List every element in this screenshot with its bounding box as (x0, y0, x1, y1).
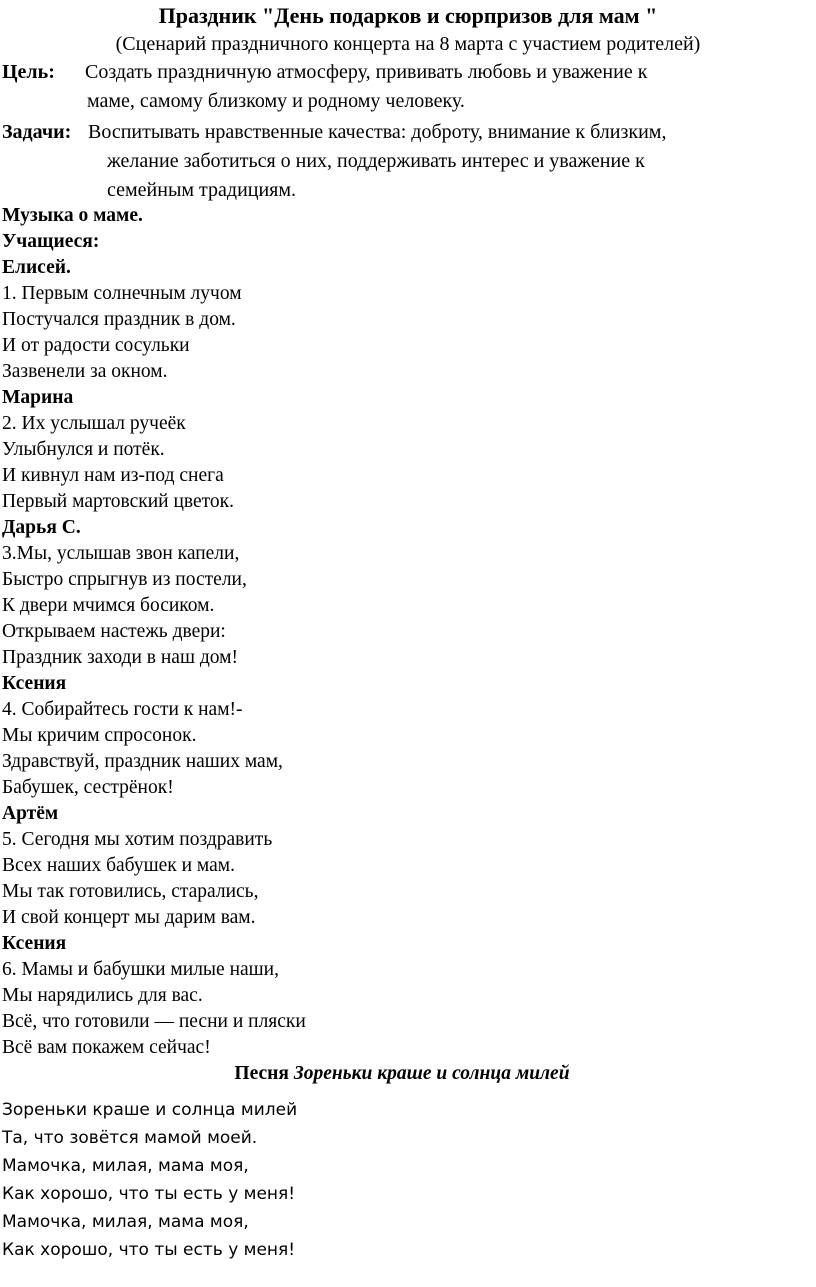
script-body (2, 203, 802, 1087)
poem-line: Всех наших бабушек и мам. (2, 855, 236, 876)
poem-line: Постучался праздник в дом. (2, 309, 236, 330)
poem-line: К двери мчимся босиком. (2, 595, 215, 616)
lyric-line: Как хорошо, что ты есть у меня! (2, 1240, 296, 1260)
lyric-line: Мамочка, милая, мама моя, (2, 1156, 249, 1176)
poem-line: Улыбнулся и потёк. (2, 439, 165, 460)
poem-line: Мы кричим спросонок. (2, 725, 197, 746)
speaker-name: Елисей. (2, 257, 71, 278)
page-subtitle: (Сценарий праздничного концерта на 8 марта с участием родителей) (115, 33, 701, 55)
lyric-line: Мамочка, милая, мама моя, (2, 1212, 249, 1232)
goal-line: маме, самому близкому и родному человеку. (87, 90, 465, 112)
poem-line: 4. Собирайтесь гости к нам!- (2, 699, 243, 720)
goal-line: Создать праздничную атмосферу, прививать любовь и уважение к (85, 61, 648, 83)
speaker-name: Ксения (2, 933, 67, 954)
poem-line: 2. Их услышал ручеёк (2, 413, 186, 434)
speaker-name: Артём (2, 803, 59, 824)
song-label: Песня (234, 1063, 289, 1084)
lyric-line: Та, что зовётся мамой моей. (2, 1128, 258, 1148)
page-title: Праздник "День подарков и сюрпризов для мам " (158, 3, 658, 28)
song-heading (2, 1061, 802, 1087)
tasks-label: Задачи: (2, 121, 72, 143)
speaker-name: Дарья С. (2, 517, 81, 538)
music-note: Музыка о маме. (2, 205, 143, 226)
poem-line: Праздник заходи в наш дом! (2, 647, 238, 668)
poem-line: Мы так готовились, старались, (2, 881, 259, 902)
poem-line: Всё вам покажем сейчас! (2, 1037, 211, 1058)
poem-line: 5. Сегодня мы хотим поздравить (2, 829, 273, 850)
poem-line: 1. Первым солнечным лучом (2, 283, 242, 304)
poem-line: Мы нарядились для вас. (2, 985, 203, 1006)
poem-line: Бабушек, сестрёнок! (2, 777, 174, 798)
poem-line: И от радости сосульки (2, 335, 190, 356)
lyric-line: Как хорошо, что ты есть у меня! (2, 1184, 296, 1204)
poem-line: 3.Мы, услышав звон капели, (2, 543, 240, 564)
lyric-line: Зореньки краше и солнца милей (2, 1100, 298, 1120)
song-name: Зореньки краше и солнца милей (293, 1063, 570, 1084)
tasks-line: желание заботиться о них, поддерживать интерес и уважение к (107, 150, 645, 172)
speaker-name: Марина (2, 387, 74, 408)
goal-text (85, 58, 647, 116)
song-lyrics (2, 1096, 802, 1264)
poem-line: И кивнул нам из-под снега (2, 465, 224, 486)
poem-line: Быстро спрыгнув из постели, (2, 569, 247, 590)
tasks-line: Воспитывать нравственные качества: доброту, внимание к близким, (88, 121, 667, 143)
poem-line: Первый мартовский цветок. (2, 491, 234, 512)
goal-label: Цель: (2, 61, 55, 83)
poem-line: Здравствуй, праздник наших мам, (2, 751, 283, 772)
poem-line: 6. Мамы и бабушки милые наши, (2, 959, 279, 980)
poem-line: Открываем настежь двери: (2, 621, 226, 642)
tasks-text (88, 118, 666, 205)
speaker-name: Ксения (2, 673, 67, 694)
tasks-line: семейным традициям. (107, 179, 297, 201)
poem-line: Зазвенели за окном. (2, 361, 168, 382)
poem-line: И свой концерт мы дарим вам. (2, 907, 256, 928)
poem-line: Всё, что готовили — песни и пляски (2, 1011, 306, 1032)
students-heading: Учащиеся: (2, 231, 100, 252)
